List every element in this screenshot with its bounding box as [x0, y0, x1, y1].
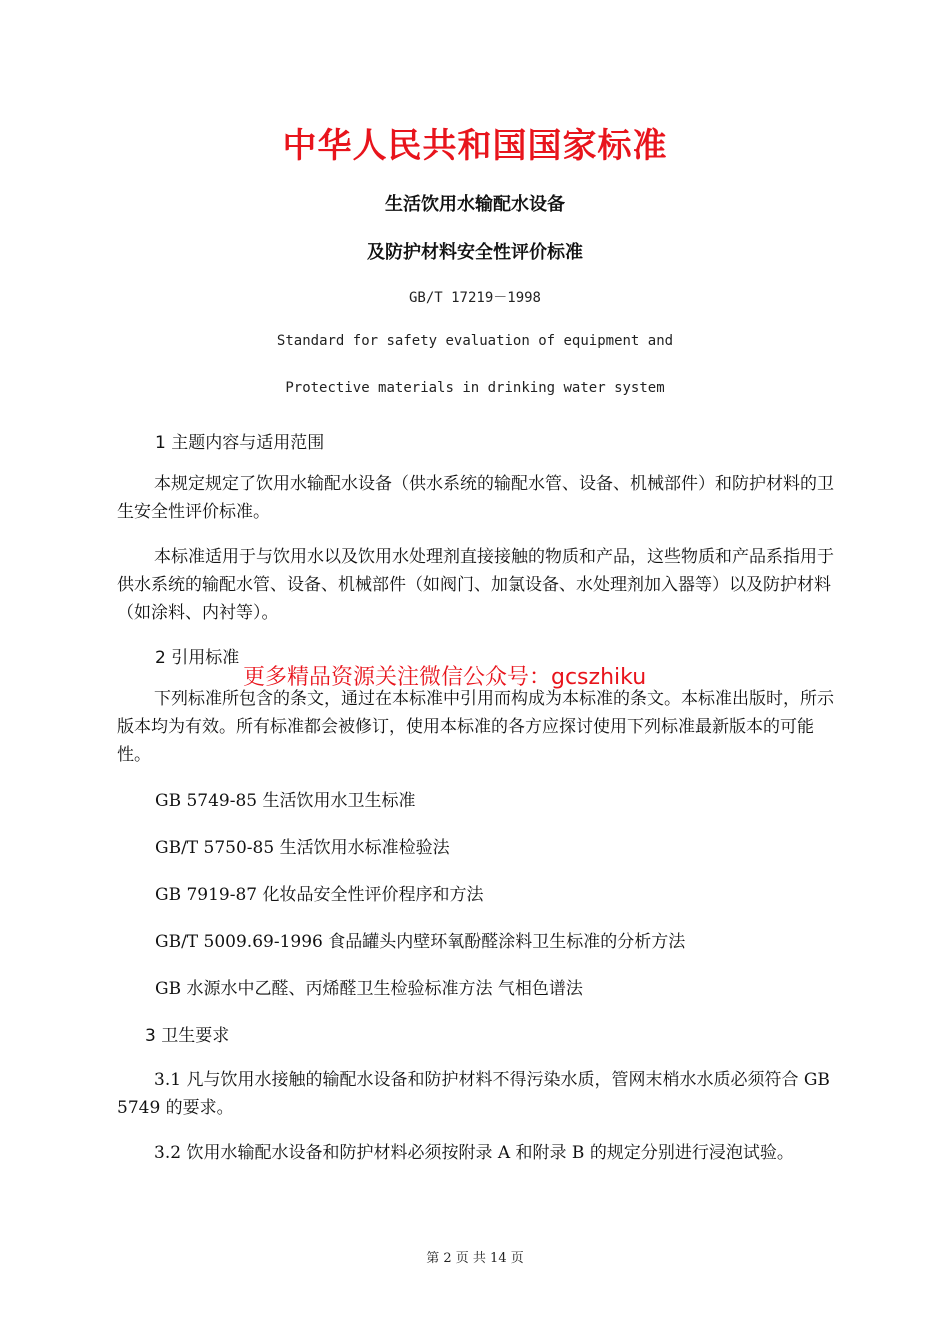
reference-item: GB 水源水中乙醛、丙烯醛卫生检验标准方法 气相色谱法 [155, 979, 583, 999]
section3-paragraph2: 3.2 饮用水输配水设备和防护材料必须按附录 A 和附录 B 的规定分别进行浸泡试验。 [154, 1143, 794, 1163]
reference-item: GB 7919-87 化妆品安全性评价程序和方法 [155, 885, 484, 905]
reference-item: GB 5749-85 生活饮用水卫生标准 [155, 791, 416, 811]
reference-item: GB/T 5750-85 生活饮用水标准检验法 [155, 838, 450, 858]
section3-heading: 3 卫生要求 [145, 1026, 230, 1046]
section2-heading: 2 引用标准 [155, 648, 240, 668]
section2-paragraph1: 下列标准所包含的条文，通过在本标准中引用而构成为本标准的条文。本标准出版时，所示版本均为有效。所有标准都会被修订，使用本标准的各方应探讨使用下列标准最新版本的可能性。 [117, 689, 834, 765]
english-title-line1: Standard for safety evaluation of equipment and [276, 333, 674, 349]
reference-item: GB/T 5009.69-1996 食品罐头内壁环氧酚醛涂料卫生标准的分析方法 [155, 932, 686, 952]
watermark-text: 更多精品资源关注微信公众号：gcszhiku [243, 665, 647, 690]
section1-heading: 1 主题内容与适用范围 [155, 433, 325, 453]
section1-paragraph1: 本规定规定了饮用水输配水设备（供水系统的输配水管、设备、机械部件）和防护材料的卫生安全性评价标准。 [117, 474, 834, 522]
document-subtitle-line2: 及防护材料安全性评价标准 [367, 242, 583, 263]
english-title-line2: Protective materials in drinking water system [285, 380, 665, 396]
standard-code: GB/T 17219－1998 [408, 290, 541, 306]
section3-paragraph1: 3.1 凡与饮用水接触的输配水设备和防护材料不得污染水质，管网末梢水水质必须符合 GB 5749 的要求。 [117, 1070, 830, 1118]
document-subtitle-line1: 生活饮用水输配水设备 [385, 194, 565, 215]
page-footer: 第 2 页 共 14 页 [426, 1251, 524, 1266]
section1-paragraph2: 本标准适用于与饮用水以及饮用水处理剂直接接触的物质和产品，这些物质和产品系指用于供水系统的输配水管、设备、机械部件（如阀门、加氯设备、水处理剂加入器等）以及防护材料（如涂料、内衬等）。 [117, 547, 834, 623]
document-main-title: 中华人民共和国国家标准 [282, 126, 668, 166]
